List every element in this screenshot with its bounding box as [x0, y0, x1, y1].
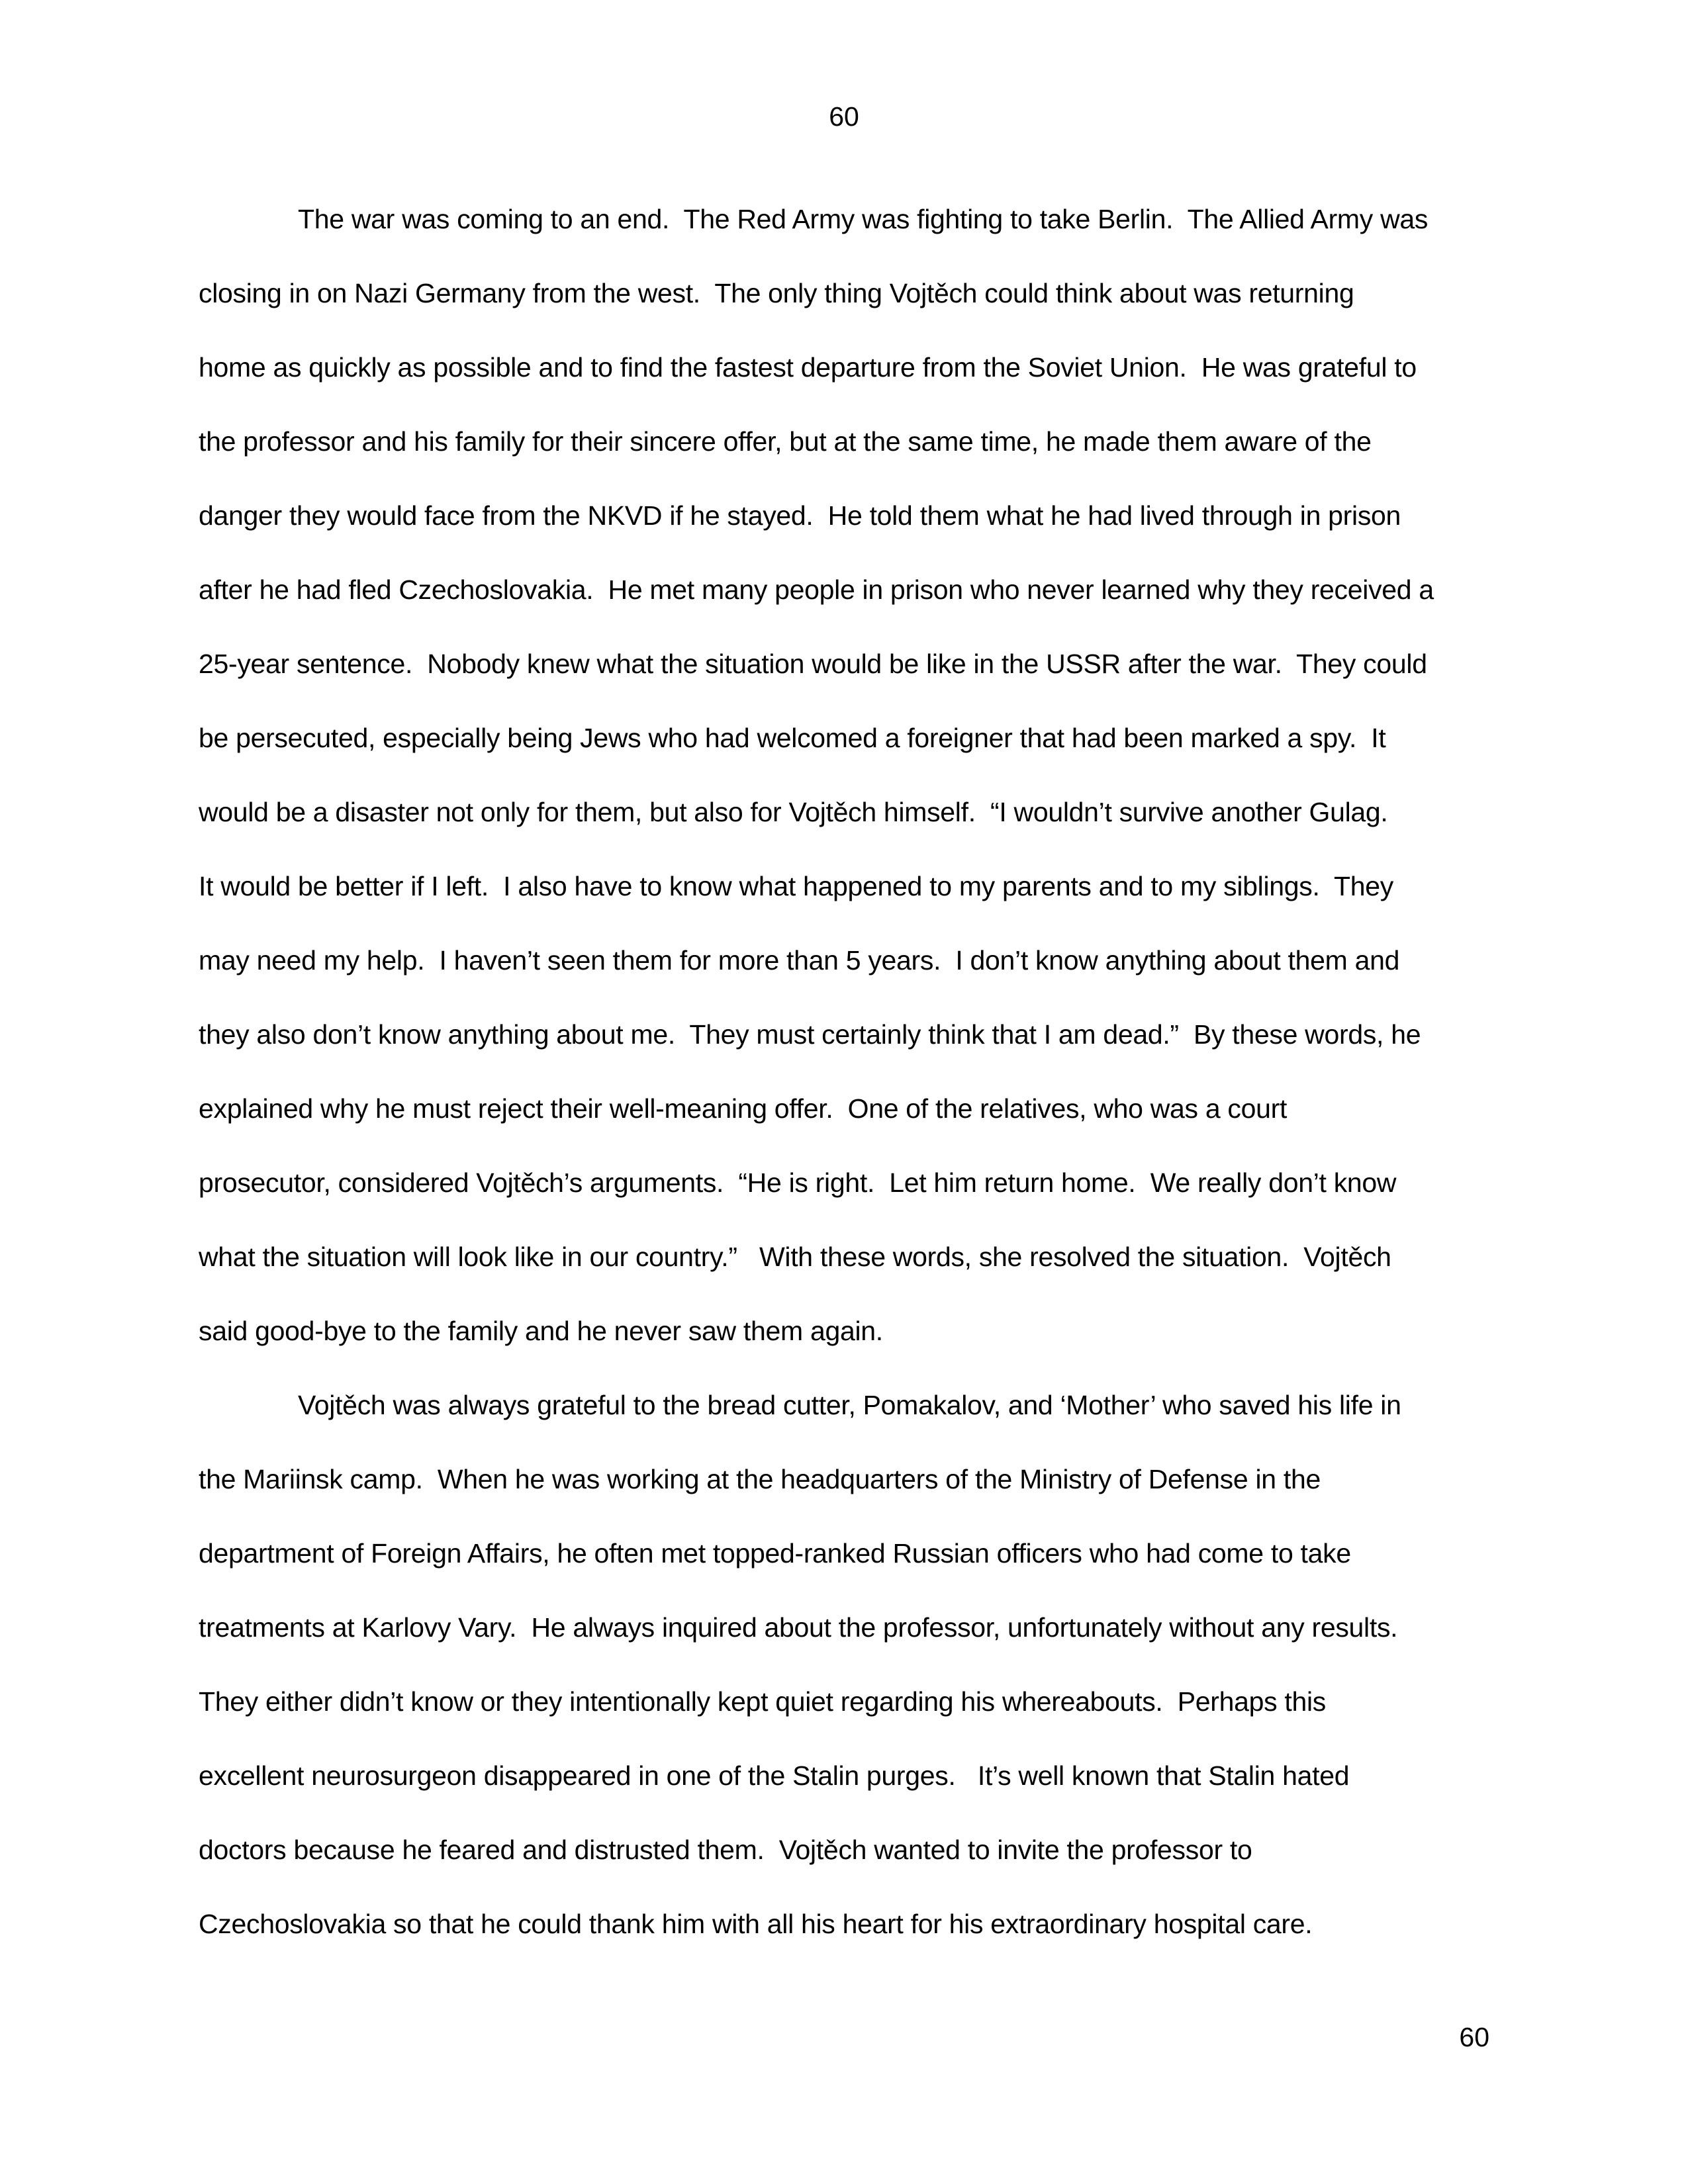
- text-line: would be a disaster not only for them, but also for Vojtěch himself. “I wouldn’t survive another Gulag.: [199, 797, 1388, 827]
- text-line: Czechoslovakia so that he could thank him with all his heart for his extraordinary hospital care.: [199, 1909, 1313, 1939]
- text-line: the Mariinsk camp. When he was working at the headquarters of the Ministry of Defense in the: [199, 1464, 1321, 1494]
- text-line: said good-bye to the family and he never saw them again.: [199, 1316, 883, 1346]
- document-body: [199, 182, 1489, 1961]
- text-line: be persecuted, especially being Jews who had welcomed a foreigner that had been marked a spy. It: [199, 723, 1386, 753]
- text-line: 25-year sentence. Nobody knew what the situation would be like in the USSR after the war. They could: [199, 649, 1427, 679]
- text-line: danger they would face from the NKVD if he stayed. He told them what he had lived through in prison: [199, 500, 1401, 531]
- text-line: closing in on Nazi Germany from the west. The only thing Vojtěch could think about was returning: [199, 278, 1354, 308]
- text-line: they also don’t know anything about me. They must certainly think that I am dead.” By these words, he: [199, 1019, 1421, 1050]
- text-line: treatments at Karlovy Vary. He always inquired about the professor, unfortunately without any results.: [199, 1612, 1398, 1643]
- paragraph: [199, 1368, 1489, 1961]
- text-line: Vojtěch was always grateful to the bread cutter, Pomakalov, and ‘Mother’ who saved his life in: [298, 1390, 1401, 1420]
- text-line: It would be better if I left. I also have to know what happened to my parents and to my siblings. They: [199, 871, 1393, 901]
- page-number-footer: 60: [1459, 2022, 1489, 2052]
- text-line: The war was coming to an end. The Red Army was fighting to take Berlin. The Allied Army was: [298, 204, 1429, 234]
- text-line: prosecutor, considered Vojtěch’s arguments. “He is right. Let him return home. We really don’t know: [199, 1167, 1397, 1198]
- text-line: the professor and his family for their sincere offer, but at the same time, he made them aware of the: [199, 426, 1372, 457]
- text-line: doctors because he feared and distrusted them. Vojtěch wanted to invite the professor to: [199, 1835, 1252, 1865]
- text-line: what the situation will look like in our country.” With these words, she resolved the situation. Vojtěch: [199, 1242, 1391, 1272]
- paragraph: [199, 182, 1489, 1368]
- text-line: explained why he must reject their well-meaning offer. One of the relatives, who was a court: [199, 1093, 1288, 1124]
- page-number-header: 60: [829, 101, 859, 132]
- text-line: They either didn’t know or they intentionally kept quiet regarding his whereabouts. Perhaps this: [199, 1686, 1327, 1717]
- text-line: department of Foreign Affairs, he often met topped-ranked Russian officers who had come to take: [199, 1538, 1351, 1569]
- text-line: excellent neurosurgeon disappeared in one of the Stalin purges. It’s well known that Stalin hated: [199, 1760, 1350, 1791]
- text-line: after he had fled Czechoslovakia. He met many people in prison who never learned why they received a: [199, 574, 1434, 605]
- text-line: home as quickly as possible and to find the fastest departure from the Soviet Union. He was grateful to: [199, 352, 1417, 383]
- text-line: may need my help. I haven’t seen them for more than 5 years. I don’t know anything about them and: [199, 945, 1400, 976]
